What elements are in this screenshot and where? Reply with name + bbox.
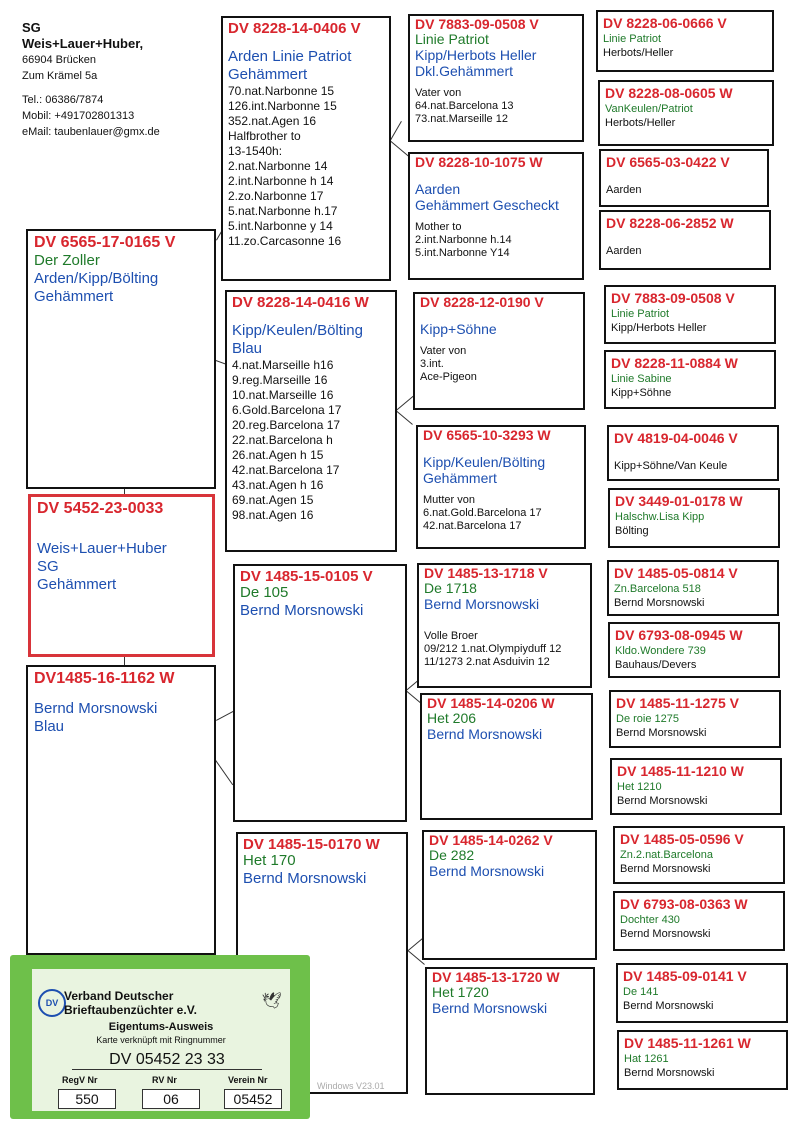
- gen3-name: Het 206: [427, 710, 477, 726]
- spacer: [424, 612, 585, 630]
- gen4-ring: DV 8228-11-0884 W: [611, 355, 738, 371]
- note: 20.reg.Barcelona 17: [232, 418, 341, 432]
- gen4-ring: DV 1485-11-1275 V: [616, 695, 739, 711]
- spacer: [423, 486, 579, 494]
- note: 10.nat.Marseille 16: [232, 388, 334, 402]
- note: 70.nat.Narbonne 15: [228, 84, 335, 98]
- gen3-line: Kipp/Keulen/Bölting: [423, 454, 546, 470]
- gen4-breeder: Bernd Morsnowski: [623, 1000, 714, 1012]
- gen4-box: [609, 690, 781, 748]
- ownership-card: [10, 955, 310, 1119]
- gen4-name: Kldo.Wondere 739: [615, 645, 706, 657]
- gen2-ds-ring: DV 1485-15-0105 V: [240, 568, 373, 585]
- gen3-ring: DV 1485-14-0206 W: [427, 695, 555, 711]
- note: 69.nat.Agen 15: [232, 493, 314, 507]
- sire-ring: DV 6565-17-0165 V: [34, 234, 176, 251]
- gen3-ring: DV 1485-13-1718 V: [424, 565, 548, 581]
- gen4-box: [610, 758, 782, 815]
- gen4-ring: DV 8228-06-2852 W: [606, 215, 734, 231]
- gen3-ring: DV 8228-10-1075 W: [415, 154, 543, 170]
- verein-value: 05452: [224, 1089, 282, 1109]
- gen2-sire-dam-box: [225, 290, 397, 552]
- note: Mutter von: [423, 494, 475, 506]
- gen3-box: [417, 563, 592, 688]
- gen4-breeder: Bernd Morsnowski: [614, 597, 705, 609]
- gen3-line: Bernd Morsnowski: [427, 726, 543, 742]
- gen4-name: De roie 1275: [616, 713, 679, 725]
- gen2-sd-color: Blau: [232, 340, 263, 357]
- gen4-ring: DV 6793-08-0363 W: [620, 896, 748, 912]
- gen4-breeder: Bölting: [615, 525, 649, 537]
- gen3-line: Bernd Morsnowski: [432, 1000, 548, 1016]
- gen3-box: [422, 830, 597, 960]
- gen4-name: Zn.2.nat.Barcelona: [620, 849, 713, 861]
- gen4-breeder: Bernd Morsnowski: [620, 863, 711, 875]
- gen3-line: Kipp+Söhne: [420, 321, 497, 337]
- gen3-ring: DV 7883-09-0508 V: [415, 16, 539, 32]
- card-subtitle: Karte verknüpft mit Ringnummer: [96, 1035, 226, 1045]
- gen2-ss-color: Gehämmert: [228, 66, 308, 83]
- gen4-breeder: Herbots/Heller: [605, 117, 676, 129]
- rv-label: RV Nr: [152, 1075, 177, 1085]
- gen2-dd-breeder: Bernd Morsnowski: [243, 870, 367, 887]
- gen3-box: [420, 693, 593, 820]
- spacer: [415, 79, 577, 87]
- gen3-box: [408, 152, 584, 280]
- gen3-color: Dkl.Gehämmert: [415, 63, 514, 79]
- note: 3.int.: [420, 358, 444, 370]
- gen2-sire-sire-box: [221, 16, 391, 281]
- main-color: Gehämmert: [37, 576, 117, 593]
- gen4-name: Halschw.Lisa Kipp: [615, 511, 705, 523]
- gen3-name: Linie Patriot: [415, 31, 489, 47]
- gen3-line: Bernd Morsnowski: [429, 863, 545, 879]
- note: 64.nat.Barcelona 13: [415, 100, 514, 112]
- gen2-ss-notes: [228, 84, 384, 249]
- gen4-box: [613, 826, 785, 884]
- gen3-ring: DV 1485-13-1720 W: [432, 969, 560, 985]
- pigeon-icon: 🕊: [261, 993, 282, 1010]
- gen4-ring: DV 1485-09-0141 V: [623, 968, 747, 984]
- spacer: [423, 442, 579, 454]
- gen4-ring: DV 1485-11-1210 W: [617, 763, 744, 779]
- gen4-name: Zn.Barcelona 518: [614, 583, 701, 595]
- gen4-ring: DV 3449-01-0178 W: [615, 493, 743, 509]
- note: 11/1273 2.nat Asduivin 12: [424, 656, 550, 668]
- gen4-ring: DV 6793-08-0945 W: [615, 627, 743, 643]
- regv-label: RegV Nr: [62, 1075, 98, 1085]
- gen4-name: Dochter 430: [620, 914, 680, 926]
- dam-box: [26, 665, 216, 955]
- gen3-box: [413, 292, 585, 410]
- gen2-sd-line: Kipp/Keulen/Bölting: [232, 322, 363, 339]
- gen2-dd-name: Het 170: [243, 852, 296, 869]
- verein-label: Verein Nr: [228, 1075, 268, 1085]
- sire-box: [26, 229, 216, 489]
- note: 42.nat.Barcelona 17: [423, 520, 522, 532]
- note: 352.nat.Agen 16: [228, 114, 317, 128]
- gen4-box: [607, 425, 779, 481]
- note: 42.nat.Barcelona 17: [232, 463, 340, 477]
- gen4-breeder: Kipp+Söhne/Van Keule: [614, 460, 728, 472]
- sire-line: Arden/Kipp/Bölting: [34, 270, 159, 287]
- main-owner: Weis+Lauer+Huber: [37, 540, 167, 557]
- gen4-box: [598, 80, 774, 146]
- connector-ss-a: [390, 121, 402, 141]
- gen2-dam-sire-box: [233, 564, 407, 822]
- association-logo: DV: [38, 989, 66, 1017]
- connector-sd-a: [396, 396, 413, 411]
- gen4-name: Linie Patriot: [611, 308, 670, 320]
- sire-color: Gehämmert: [34, 288, 114, 305]
- note: 13-1540h:: [228, 144, 283, 158]
- gen4-breeder: Bernd Morsnowski: [617, 795, 708, 807]
- main-ring: DV 5452-23-0033: [37, 500, 164, 517]
- gen4-box: [604, 350, 776, 409]
- gen4-ring: DV 8228-08-0605 W: [605, 85, 733, 101]
- note: Vater von: [415, 87, 462, 99]
- note: 26.nat.Agen h 15: [232, 448, 324, 462]
- gen3-box: [416, 425, 586, 549]
- owner-email: eMail: taubenlauer@gmx.de: [22, 126, 160, 138]
- gen2-ss-line: Arden Linie Patriot: [228, 48, 352, 65]
- gen4-name: Linie Patriot: [603, 33, 662, 45]
- gen4-name: VanKeulen/Patriot: [605, 103, 693, 115]
- spacer: [606, 171, 762, 183]
- note: 2.zo.Narbonne 17: [228, 189, 324, 203]
- dam-ring: DV1485-16-1162 W: [34, 670, 175, 687]
- note: 2.int.Narbonne h 14: [228, 174, 334, 188]
- owner-address: [22, 20, 160, 140]
- gen4-name: Het 1210: [617, 781, 662, 793]
- gen4-box: [607, 560, 779, 616]
- main-pigeon-box: [28, 494, 215, 657]
- card-ring-number: DV 05452 23 33: [72, 1051, 262, 1070]
- gen3-name: Het 1720: [432, 984, 489, 1000]
- note: 11.zo.Carcasonne 16: [228, 234, 342, 248]
- gen4-breeder: Kipp+Söhne: [611, 387, 672, 399]
- regv-value: 550: [58, 1089, 116, 1109]
- note: 09/212 1.nat.Olympiyduff 12: [424, 643, 562, 655]
- gen4-ring: DV 1485-05-0814 V: [614, 565, 738, 581]
- owner-tel: Tel.: 06386/7874: [22, 94, 104, 106]
- gen3-line: Kipp/Herbots Heller: [415, 47, 537, 63]
- note: Mother to: [415, 221, 462, 233]
- spacer: [420, 337, 578, 345]
- gen4-ring: DV 8228-06-0666 V: [603, 15, 727, 31]
- note: 43.nat.Agen h 16: [232, 478, 324, 492]
- note: 6.nat.Gold.Barcelona 17: [423, 507, 542, 519]
- watermark: Windows V23.01: [317, 1081, 385, 1091]
- gen3-name: De 282: [429, 847, 475, 863]
- gen4-box: [604, 285, 776, 344]
- gen3-name: De 1718: [424, 580, 477, 596]
- note: Ace-Pigeon: [420, 371, 477, 383]
- main-sg: SG: [37, 558, 59, 575]
- gen4-box: [596, 10, 774, 72]
- gen4-breeder: Bernd Morsnowski: [620, 928, 711, 940]
- connector-ds-b: [405, 690, 421, 704]
- gen4-breeder: Kipp/Herbots Heller: [611, 322, 707, 334]
- gen4-name: Linie Sabine: [611, 373, 672, 385]
- spacer: [606, 232, 764, 244]
- note: 5.nat.Narbonne h.17: [228, 204, 338, 218]
- gen4-name: Hat 1261: [624, 1053, 669, 1065]
- note: 6.Gold.Barcelona 17: [232, 403, 342, 417]
- owner-mobil: Mobil: +491702801313: [22, 110, 135, 122]
- gen4-ring: DV 1485-11-1261 W: [624, 1035, 751, 1051]
- gen3-box: [425, 967, 595, 1095]
- gen2-ss-ring: DV 8228-14-0406 V: [228, 20, 361, 37]
- owner-code: SG: [22, 20, 41, 35]
- gen4-name: De 141: [623, 986, 659, 998]
- gen4-ring: DV 1485-05-0596 V: [620, 831, 744, 847]
- note: Vater von: [420, 345, 467, 357]
- gen4-ring: DV 7883-09-0508 V: [611, 290, 735, 306]
- gen4-box: [613, 891, 785, 951]
- gen4-breeder: Bauhaus/Devers: [615, 659, 697, 671]
- note: Halfbrother to: [228, 129, 301, 143]
- note: 5.int.Narbonne Y14: [415, 247, 510, 259]
- gen4-box: [608, 488, 780, 548]
- gen3-ring: DV 1485-14-0262 V: [429, 832, 553, 848]
- association-name: Verband Deutscher Brieftaubenzüchter e.V.: [64, 989, 197, 1017]
- connector-sd-b: [395, 410, 412, 425]
- gen4-box: [616, 963, 788, 1023]
- note: 126.int.Narbonne 15: [228, 99, 337, 113]
- gen4-box: [608, 622, 780, 678]
- gen2-ds-name: De 105: [240, 584, 289, 601]
- gen3-color: Gehämmert: [423, 470, 497, 486]
- gen3-box: [408, 14, 584, 142]
- gen4-ring: DV 6565-03-0422 V: [606, 154, 730, 170]
- owner-city: 66904 Brücken: [22, 54, 96, 66]
- note: 2.int.Narbonne h.14: [415, 234, 512, 246]
- gen4-breeder: Herbots/Heller: [603, 47, 674, 59]
- dam-line: Bernd Morsnowski: [34, 700, 158, 717]
- note: 73.nat.Marseille 12: [415, 113, 508, 125]
- gen2-dd-ring: DV 1485-15-0170 W: [243, 836, 380, 853]
- connector-dam-dd: [215, 760, 233, 785]
- gen3-line: Bernd Morsnowski: [424, 596, 540, 612]
- gen2-sd-ring: DV 8228-14-0416 W: [232, 294, 369, 311]
- note: 2.nat.Narbonne 14: [228, 159, 328, 173]
- gen2-ds-breeder: Bernd Morsnowski: [240, 602, 364, 619]
- spacer: [614, 447, 772, 459]
- dam-color: Blau: [34, 718, 65, 735]
- note: 9.reg.Marseille 16: [232, 373, 328, 387]
- spacer: [415, 169, 577, 181]
- gen4-ring: DV 4819-04-0046 V: [614, 430, 738, 446]
- gen4-breeder: Bernd Morsnowski: [616, 727, 707, 739]
- rv-value: 06: [142, 1089, 200, 1109]
- sire-name: Der Zoller: [34, 252, 100, 269]
- gen4-box: [599, 149, 769, 207]
- note: Volle Broer: [424, 630, 478, 642]
- gen4-box: [599, 210, 771, 270]
- spacer: [420, 309, 578, 321]
- gen2-sd-notes: [232, 358, 390, 523]
- note: 98.nat.Agen 16: [232, 508, 314, 522]
- gen4-breeder: Aarden: [606, 245, 642, 257]
- note: 5.int.Narbonne y 14: [228, 219, 333, 233]
- gen4-breeder: Bernd Morsnowski: [624, 1067, 715, 1079]
- gen4-box: [617, 1030, 788, 1090]
- gen3-ring: DV 6565-10-3293 W: [423, 427, 551, 443]
- card-title: Eigentums-Ausweis: [108, 1021, 214, 1033]
- gen3-ring: DV 8228-12-0190 V: [420, 294, 544, 310]
- owner-name: Weis+Lauer+Huber,: [22, 36, 144, 51]
- note: 4.nat.Marseille h16: [232, 358, 334, 372]
- gen4-breeder: Aarden: [606, 184, 642, 196]
- gen3-line: Aarden: [415, 181, 461, 197]
- spacer: [415, 213, 577, 221]
- ownership-card-inner: [32, 969, 290, 1111]
- note: 22.nat.Barcelona h: [232, 433, 333, 447]
- gen3-color: Gehämmert Gescheckt: [415, 197, 559, 213]
- owner-street: Zum Krämel 5a: [22, 70, 98, 82]
